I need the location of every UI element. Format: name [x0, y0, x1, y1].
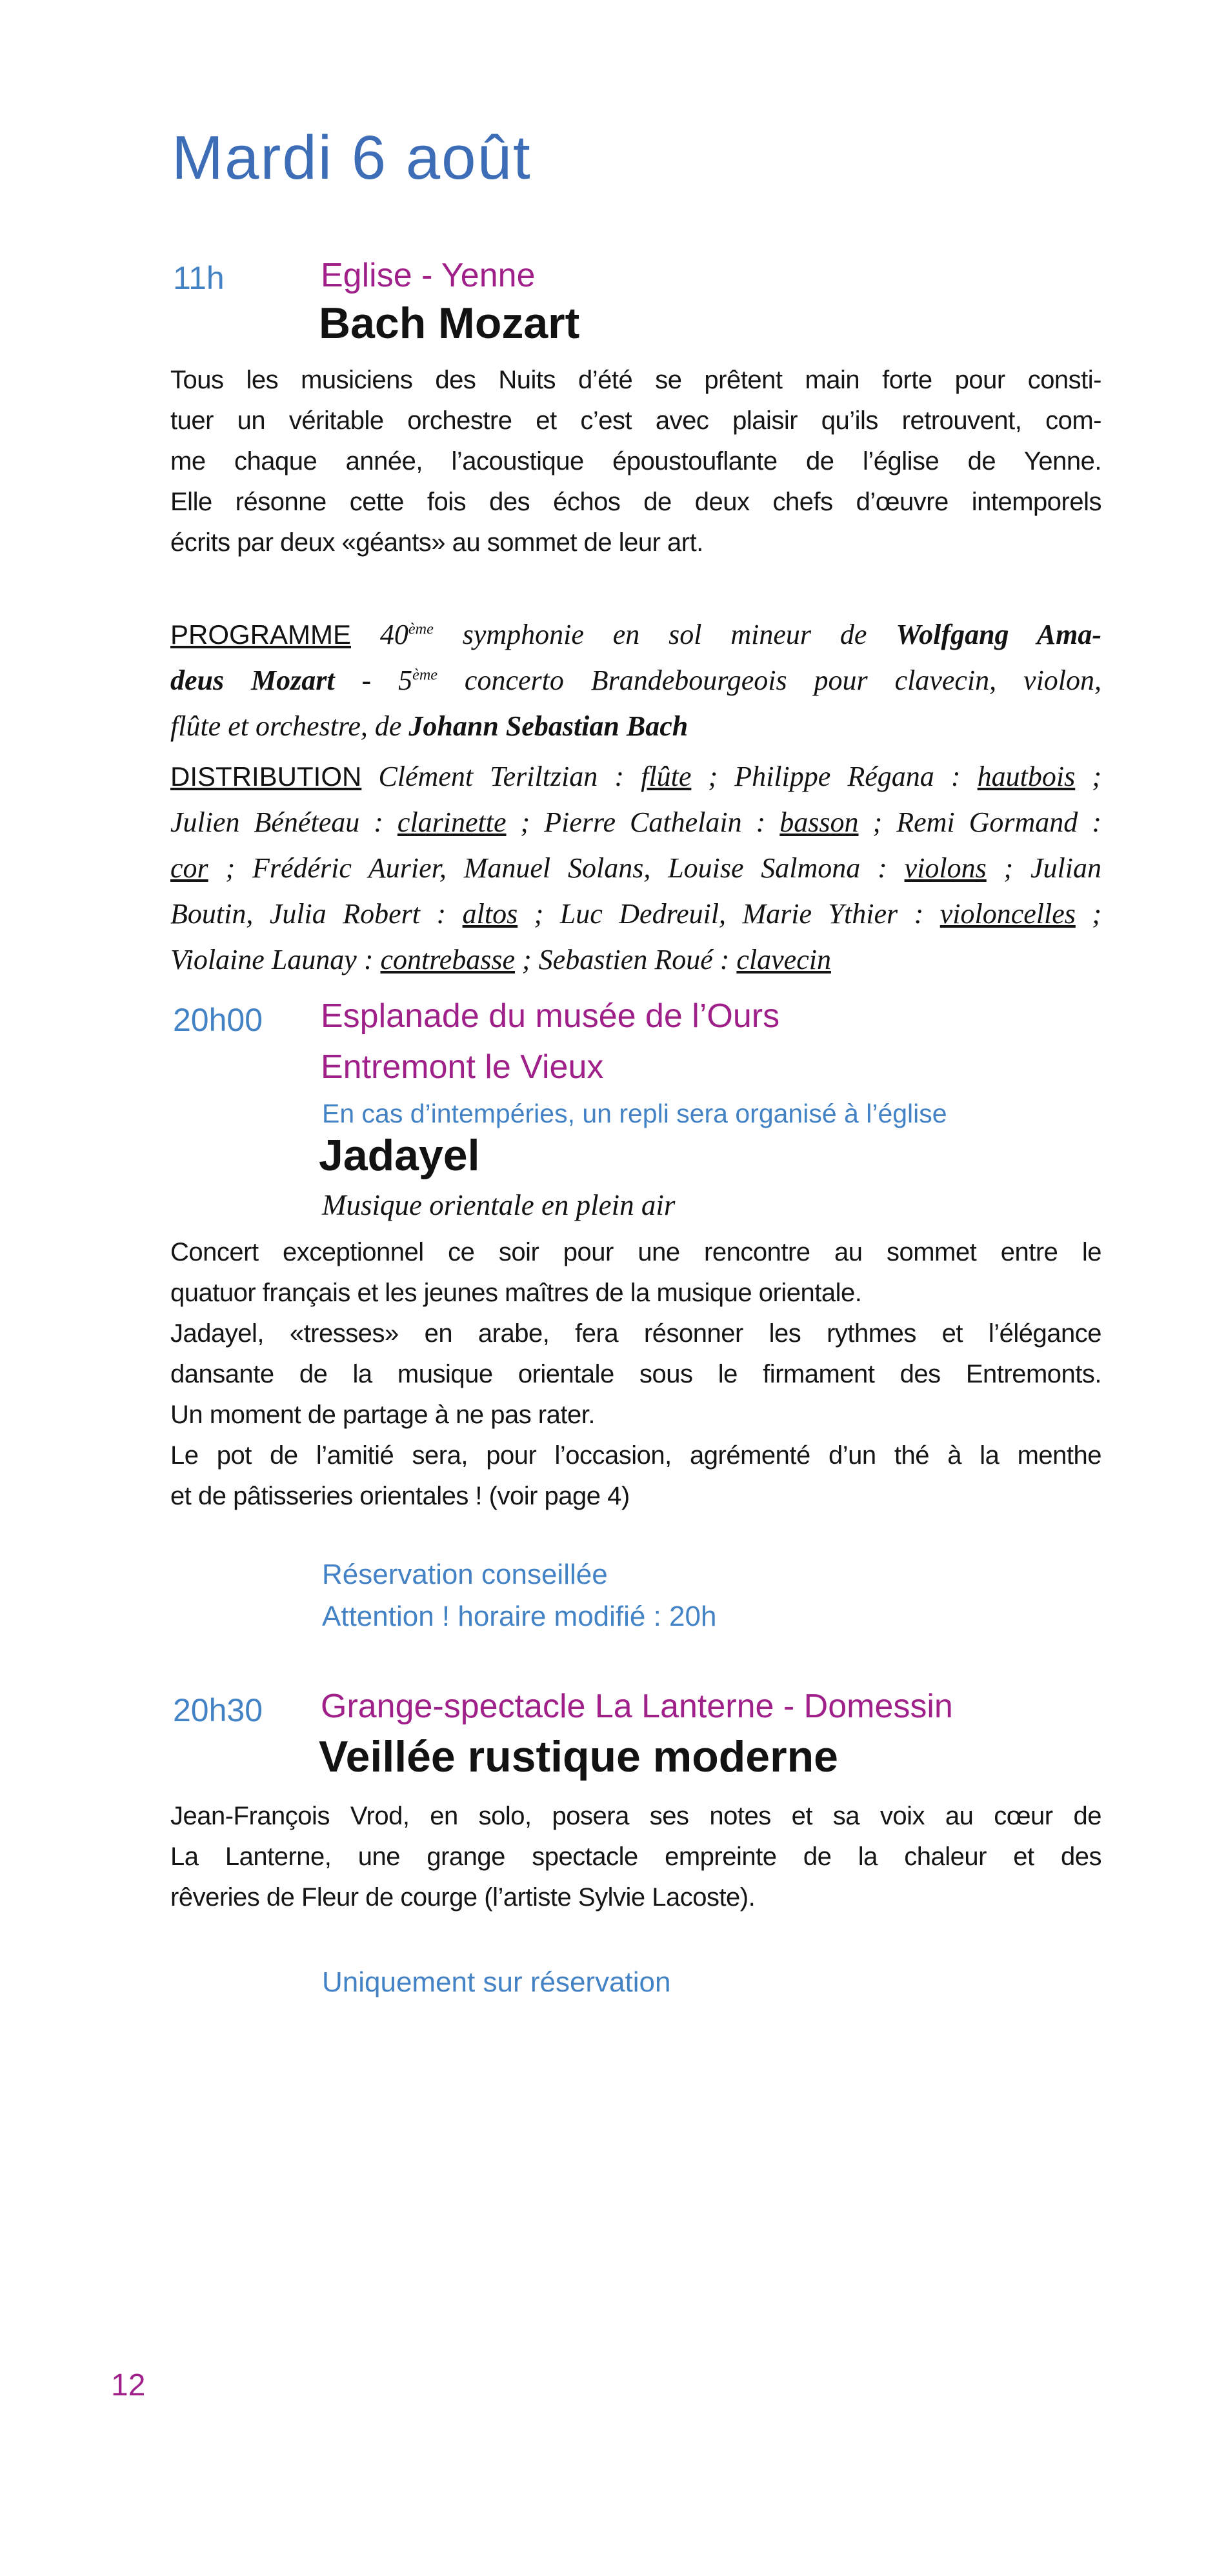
page-number: 12 [111, 2368, 146, 2402]
event1-distribution-section: DISTRIBUTION Clément Teriltzian : flûte ; Philippe Régana : hautbois ; Julien Bénéteau : clarinette ; Pierre Cathelain : basson ; Remi Gormand : cor ; Frédéric Aurier, Manuel Solans, Louise Salmona : violons ; Julian Boutin, Julia Robert : altos ; Luc Dedreuil, Marie Ythier : violoncelles ; Violaine Launay : contrebasse ; Sebastien Roué : clavecin [170, 761, 1102, 975]
event2-description: Concert exceptionnel ce soir pour une rencontre au sommet entre le quatuor français et les jeunes maîtres de la musique orientale. Jadayel, «tresses» en arabe, fera résonner les rythmes et l’élégance dansante de la musique orientale sous le firmament des Entremonts. Un moment de partage à ne pas rater. Le pot de l’amitié sera, pour l’occasion, agrémenté d’un thé à la menthe et de pâtisseries orientales ! (voir page 4) [170, 1238, 1101, 1510]
event1-time: 11h [173, 260, 225, 296]
event3-description: Jean-François Vrod, en solo, posera ses notes et sa voix au cœur de La Lanterne, une grange spectacle empreinte de la chaleur et des rêveries de Fleur de courge (l’artiste Sylvie Lacoste). [170, 1802, 1101, 1912]
event2-weather-note: En cas d’intempéries, un repli sera organisé à l’église [322, 1099, 947, 1128]
event3-title: Veillée rustique moderne [319, 1732, 838, 1781]
event2-title: Jadayel [319, 1131, 480, 1180]
date-title: Mardi 6 août [172, 123, 532, 192]
event3-venue: Grange-spectacle La Lanterne - Domessin [321, 1688, 953, 1725]
event1-title: Bach Mozart [319, 299, 580, 348]
event1-venue: Eglise - Yenne [321, 257, 536, 294]
event3-time: 20h30 [173, 1692, 263, 1728]
event2-time: 20h00 [173, 1002, 263, 1038]
event2-venue: Esplanade du musée de l’Ours Entremont le Vieux [321, 997, 780, 1086]
event1-description: Tous les musiciens des Nuits d’été se prêtent main forte pour consti- tuer un véritable orchestre et c’est avec plaisir qu’ils retrouvent, com- me chaque année, l’acoustique époustouflante de l’église de Yenne. Elle résonne cette fois des échos de deux chefs d’œuvre intemporels écrits par deux «géants» au sommet de leur art. [170, 366, 1101, 557]
event3-reservation-note: Uniquement sur réservation [322, 1966, 671, 1998]
event2-subtitle: Musique orientale en plein air [322, 1189, 676, 1221]
event2-reservation-note: Réservation conseillée Attention ! horaire modifié : 20h [322, 1559, 717, 1632]
event1-programme-section: PROGRAMME 40ème symphonie en sol mineur de Wolfgang Ama- deus Mozart - 5ème concerto Brandebourgeois pour clavecin, violon, flûte et orchestre, de Johann Sebastian Bach [170, 619, 1102, 742]
